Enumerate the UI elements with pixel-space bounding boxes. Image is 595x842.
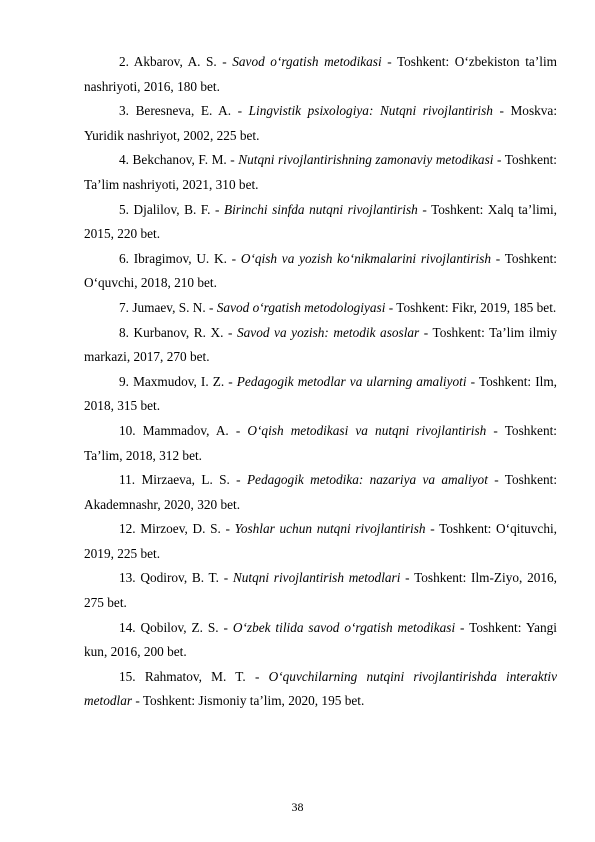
reference-title: O‘quvchilarning nutqini rivojlantirishda interaktiv metodlar bbox=[84, 668, 558, 709]
reference-number: 4. bbox=[119, 152, 129, 168]
reference-number: 11. bbox=[119, 472, 136, 488]
reference-author: Rahmatov, M. T. bbox=[144, 668, 246, 684]
reference-number: 6. bbox=[119, 250, 129, 266]
reference-details: Toshkent: O‘qituvchi, 2019, 225 bet. bbox=[84, 521, 557, 561]
reference-details: Toshkent: Xalq ta’limi, 2015, 220 bet. bbox=[84, 201, 557, 242]
reference-item-2: 2. Akbarov, A. S. - Savod o‘rgatish metodikasi - Toshkent: O‘zbekiston ta’lim nashriyoti, 2016, 180 bet. bbox=[84, 54, 557, 94]
reference-title: O‘qish va yozish ko‘nikmalarini rivojlantirish bbox=[240, 250, 492, 266]
reference-number: 14. bbox=[119, 619, 136, 635]
reference-number: 12. bbox=[119, 521, 136, 537]
reference-item-8: 8. Kurbanov, R. X. - Savod va yozish: metodik asoslar - Toshkent: Ta’lim ilmiy markazi, 2017, 270 bet. bbox=[84, 324, 557, 365]
reference-title: Lingvistik psixologiya: Nutqni rivojlantirish bbox=[248, 103, 493, 119]
reference-title: Pedagogik metodlar va ularning amaliyoti bbox=[236, 373, 467, 389]
reference-item-5: 5. Djalilov, B. F. - Birinchi sinfda nutqni rivojlantirish - Toshkent: Xalq ta’limi, 2015, 220 bet. bbox=[84, 201, 557, 242]
reference-title: O‘qish metodikasi va nutqni rivojlantirish bbox=[247, 422, 487, 438]
reference-title: Birinchi sinfda nutqni rivojlantirish bbox=[223, 201, 418, 217]
reference-details: Toshkent: Ta’lim, 2018, 312 bet. bbox=[84, 422, 557, 463]
reference-details: Toshkent: O‘zbekiston ta’lim nashriyoti, 2016, 180 bet. bbox=[84, 54, 557, 94]
reference-author: Djalilov, B. F. bbox=[133, 201, 211, 217]
reference-title: Nutqni rivojlantirish metodlari bbox=[232, 570, 401, 586]
reference-details: Toshkent: Ilm-Ziyo, 2016, 275 bet. bbox=[84, 570, 558, 611]
reference-title: Savod o‘rgatish metodologiyasi bbox=[216, 299, 386, 315]
reference-author: Kurbanov, R. X. bbox=[133, 324, 224, 340]
reference-item-13: 13. Qodirov, B. T. - Nutqni rivojlantirish metodlari - Toshkent: Ilm-Ziyo, 2016, 275 bet. bbox=[84, 570, 558, 611]
reference-number: 8. bbox=[119, 324, 129, 340]
reference-number: 7. bbox=[119, 299, 129, 315]
reference-item-7: 7. Jumaev, S. N. - Savod o‘rgatish metodologiyasi - Toshkent: Fikr, 2019, 185 bet. bbox=[119, 299, 557, 315]
reference-title: Savod va yozish: metodik asoslar bbox=[237, 324, 420, 340]
reference-author: Mammadov, A. bbox=[142, 422, 229, 438]
reference-title: Savod o‘rgatish metodikasi bbox=[232, 54, 382, 69]
reference-author: Beresneva, E. A. bbox=[135, 103, 232, 119]
reference-author: Maxmudov, I. Z. bbox=[133, 373, 225, 389]
reference-item-4: 4. Bekchanov, F. M. - Nutqni rivojlantirishning zamonaviy metodikasi - Toshkent: Ta’lim nashriyoti, 2021, 310 bet. bbox=[84, 152, 558, 192]
reference-item-6: 6. Ibragimov, U. K. - O‘qish va yozish ko‘nikmalarini rivojlantirish - Toshkent: O‘quvchi, 2018, 210 bet. bbox=[84, 250, 557, 291]
reference-author: Jumaev, S. N. bbox=[132, 299, 206, 315]
reference-number: 15. bbox=[119, 668, 136, 684]
reference-details: Toshkent: Jismoniy ta’lim, 2020, 195 bet. bbox=[142, 693, 365, 709]
reference-item-9: 9. Maxmudov, I. Z. - Pedagogik metodlar va ularning amaliyoti - Toshkent: Ilm, 2018, 315 bet. bbox=[84, 373, 557, 414]
reference-list bbox=[84, 50, 557, 714]
reference-author: Qobilov, Z. S. bbox=[140, 619, 219, 635]
reference-item-14: 14. Qobilov, Z. S. - O‘zbek tilida savod o‘rgatish metodikasi - Toshkent: Yangi kun, 2016, 200 bet. bbox=[84, 619, 557, 660]
reference-number: 13. bbox=[119, 570, 136, 586]
reference-details: Toshkent: Ta’lim nashriyoti, 2021, 310 bet. bbox=[84, 152, 558, 192]
reference-title: Yoshlar uchun nutqni rivojlantirish bbox=[234, 521, 426, 537]
reference-title: Nutqni rivojlantirishning zamonaviy metodikasi bbox=[238, 152, 494, 168]
reference-title: O‘zbek tilida savod o‘rgatish metodikasi bbox=[232, 619, 456, 635]
reference-author: Ibragimov, U. K. bbox=[133, 250, 227, 266]
reference-details: Toshkent: Fikr, 2019, 185 bet. bbox=[396, 299, 557, 315]
reference-number: 2. bbox=[119, 54, 129, 69]
reference-number: 10. bbox=[119, 422, 136, 438]
reference-details: Toshkent: O‘quvchi, 2018, 210 bet. bbox=[84, 250, 557, 291]
reference-title: Pedagogik metodika: nazariya va amaliyot bbox=[246, 472, 488, 488]
reference-author: Mirzaeva, L. S. bbox=[141, 472, 230, 488]
page-number: 38 bbox=[291, 800, 304, 814]
reference-details: Toshkent: Akademnashr, 2020, 320 bet. bbox=[84, 472, 558, 512]
reference-item-11: 11. Mirzaeva, L. S. - Pedagogik metodika: nazariya va amaliyot - Toshkent: Akademnashr, 2020, 320 bet. bbox=[84, 472, 558, 512]
reference-details: Toshkent: Yangi kun, 2016, 200 bet. bbox=[84, 619, 557, 660]
reference-author: Qodirov, B. T. bbox=[140, 570, 219, 586]
reference-details: Toshkent: Ilm, 2018, 315 bet. bbox=[84, 373, 557, 414]
reference-item-12: 12. Mirzoev, D. S. - Yoshlar uchun nutqni rivojlantirish - Toshkent: O‘qituvchi, 2019, 225 bet. bbox=[84, 521, 557, 561]
reference-details: Moskva: Yuridik nashriyot, 2002, 225 bet. bbox=[84, 103, 558, 143]
reference-item-15: 15. Rahmatov, M. T. - O‘quvchilarning nutqini rivojlantirishda interaktiv metodlar - Toshkent: Jismoniy ta’lim, 2020, 195 bet. bbox=[84, 668, 558, 709]
reference-item-10: 10. Mammadov, A. - O‘qish metodikasi va nutqni rivojlantirish - Toshkent: Ta’lim, 2018, 312 bet. bbox=[84, 422, 557, 463]
reference-number: 3. bbox=[119, 103, 129, 119]
reference-author: Mirzoev, D. S. bbox=[140, 521, 221, 537]
reference-item-3: 3. Beresneva, E. A. - Lingvistik psixologiya: Nutqni rivojlantirish - Moskva: Yuridik nashriyot, 2002, 225 bet. bbox=[84, 103, 558, 143]
reference-author: Akbarov, A. S. bbox=[133, 54, 217, 69]
reference-number: 9. bbox=[119, 373, 129, 389]
reference-details: Toshkent: Ta’lim ilmiy markazi, 2017, 270 bet. bbox=[84, 324, 557, 365]
reference-number: 5. bbox=[119, 201, 129, 217]
reference-author: Bekchanov, F. M. bbox=[132, 152, 227, 168]
